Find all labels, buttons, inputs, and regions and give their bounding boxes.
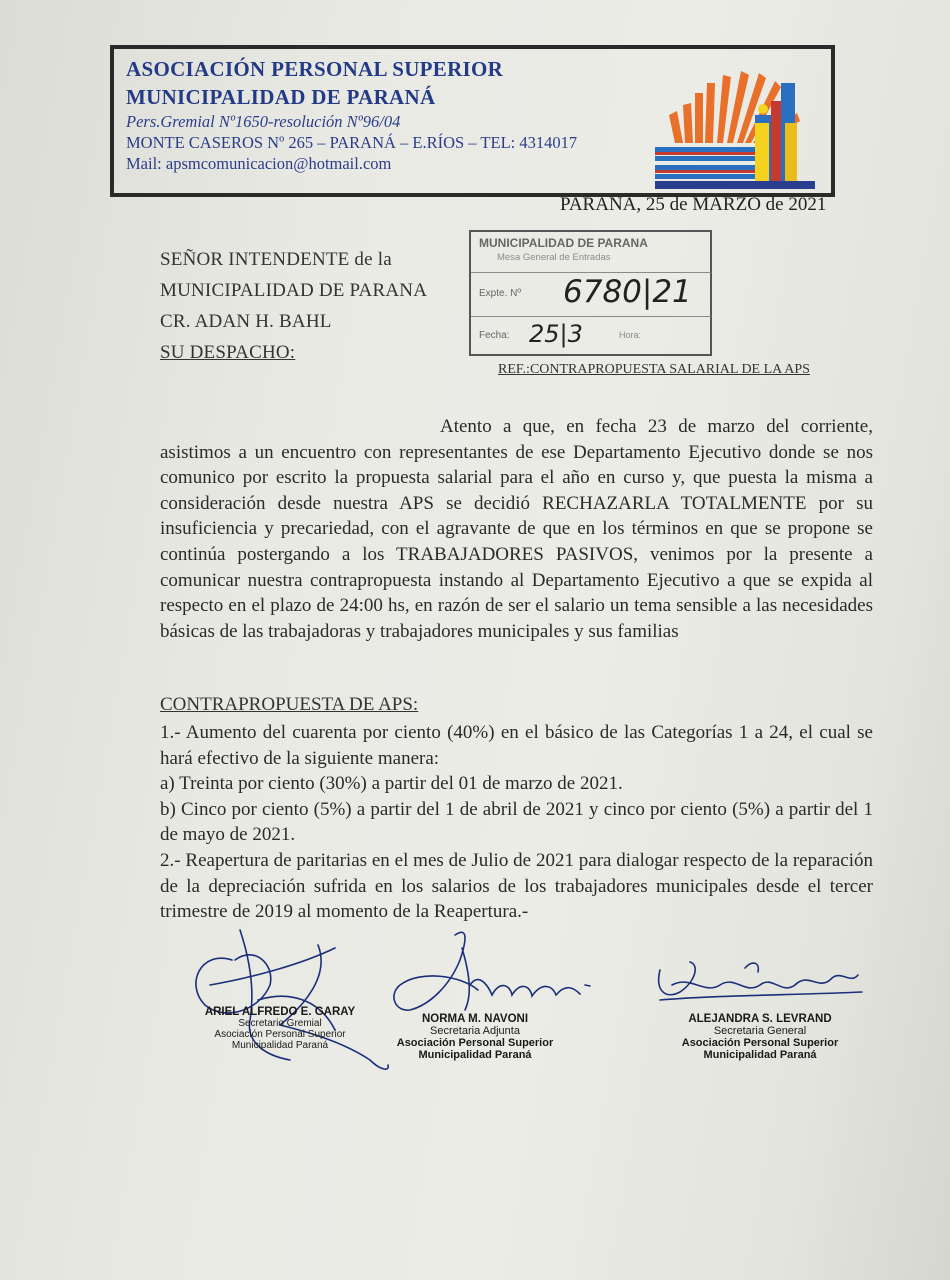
letterhead	[110, 45, 835, 197]
counter-proposal-title: CONTRAPROPUESTA DE APS:	[160, 694, 419, 715]
signer-muni: Municipalidad Paraná	[418, 1049, 532, 1061]
signer-name: ARIEL ALFREDO E. GARAY	[204, 1006, 356, 1018]
stamp-hora-label: Hora:	[619, 330, 642, 340]
stamp-expte-number: 6780|21	[563, 274, 692, 310]
org-resolution: Pers.Gremial Nº1650-resolución Nº96/04	[126, 112, 401, 131]
signature-block-navoni	[390, 1013, 560, 1061]
signer-name: ALEJANDRA S. LEVRAND	[688, 1013, 832, 1025]
org-name-line2: MUNICIPALIDAD DE PARANÁ	[126, 85, 436, 109]
stamp-expte-label: Expte. Nº	[479, 288, 522, 299]
stamp-subtitle: Mesa General de Entradas	[497, 252, 611, 263]
org-name	[126, 55, 503, 111]
addressee-line1: SEÑOR INTENDENTE de la	[160, 249, 392, 270]
signer-muni: Municipalidad Paraná	[703, 1049, 817, 1061]
body-paragraph: Atento a que, en fecha 23 de marzo del corriente, asistimos a un encuentro con representantes de ese Departamento Ejecutivo donde se nos comunico por escrito la propuesta salarial para el año en curso y, que puesta la misma a consideración desde nuestra APS se decidió RECHAZARLA TOTALMENTE por su insuficiencia y precariedad, con el agravante de que en los términos en que se propone se continúa postergando a los TRABAJADORES PASIVOS, venimos por la presente a comunicar nuestra contrapropuesta instando al Departamento Ejecutivo a que se expida al respecto en el plazo de 24:00 hs, en razón de ser el salario un tema sensible a las necesidades básicas de las trabajadoras y trabajadores municipales y sus familias	[160, 416, 873, 642]
org-address: MONTE CASEROS Nº 265 – PARANÁ – E.RÍOS – TEL: 4314017	[126, 133, 578, 152]
signer-org: Asociación Personal Superior	[214, 1029, 346, 1040]
signer-org: Asociación Personal Superior	[396, 1037, 554, 1049]
reference-line: REF.:CONTRAPROPUESTA SALARIAL DE LA APS	[498, 362, 810, 377]
item-1: 1.- Aumento del cuarenta por ciento (40%) en el básico de las Categorías 1 a 24, el cual se hará efectivo de la siguiente manera:	[160, 722, 873, 769]
signer-org: Asociación Personal Superior	[681, 1037, 839, 1049]
addressee-line3: CR. ADAN H. BAHL	[160, 311, 332, 332]
stamp-fecha-value: 25|3	[529, 320, 583, 348]
signer-name: NORMA M. NAVONI	[421, 1013, 529, 1025]
signer-muni: Municipalidad Paraná	[231, 1040, 329, 1051]
counter-proposal-items	[160, 720, 873, 925]
stamp-title: MUNICIPALIDAD DE PARANA	[479, 236, 648, 250]
org-mail: Mail: apsmcomunicacion@hotmail.com	[126, 154, 392, 173]
org-name-line1: ASOCIACIÓN PERSONAL SUPERIOR	[126, 57, 504, 81]
signer-role: Secretaria General	[713, 1025, 807, 1037]
item-1b: b) Cinco por ciento (5%) a partir del 1 de abril de 2021 y cinco por ciento (5%) a partir del 1 de mayo de 2021.	[160, 798, 873, 846]
addressee-block	[160, 244, 427, 368]
org-details	[126, 111, 577, 174]
reception-stamp	[469, 230, 712, 356]
aps-logo-icon	[655, 53, 825, 193]
item-2: 2.- Reapertura de paritarias en el mes de Julio de 2021 para dialogar respecto de la reparación de la depreciación sufrida en los salarios de los trabajadores municipales desde el tercer trimestre de 2019 al momento de la Reapertura.-	[160, 849, 873, 923]
signer-role: Secretaria Adjunta	[430, 1025, 520, 1037]
addressee-line4: SU DESPACHO:	[160, 342, 296, 363]
document-date: PARANÁ, 25 de MARZO de 2021	[560, 194, 827, 215]
signature-block-levrand	[660, 1013, 860, 1061]
signature-block-garay	[180, 1006, 380, 1051]
stamp-fecha-label: Fecha:	[479, 330, 510, 341]
signer-role: Secretario Gremial	[238, 1018, 322, 1029]
item-1a: a) Treinta por ciento (30%) a partir del 01 de marzo de 2021.	[160, 773, 623, 795]
addressee-line2: MUNICIPALIDAD DE PARANA	[160, 280, 428, 301]
